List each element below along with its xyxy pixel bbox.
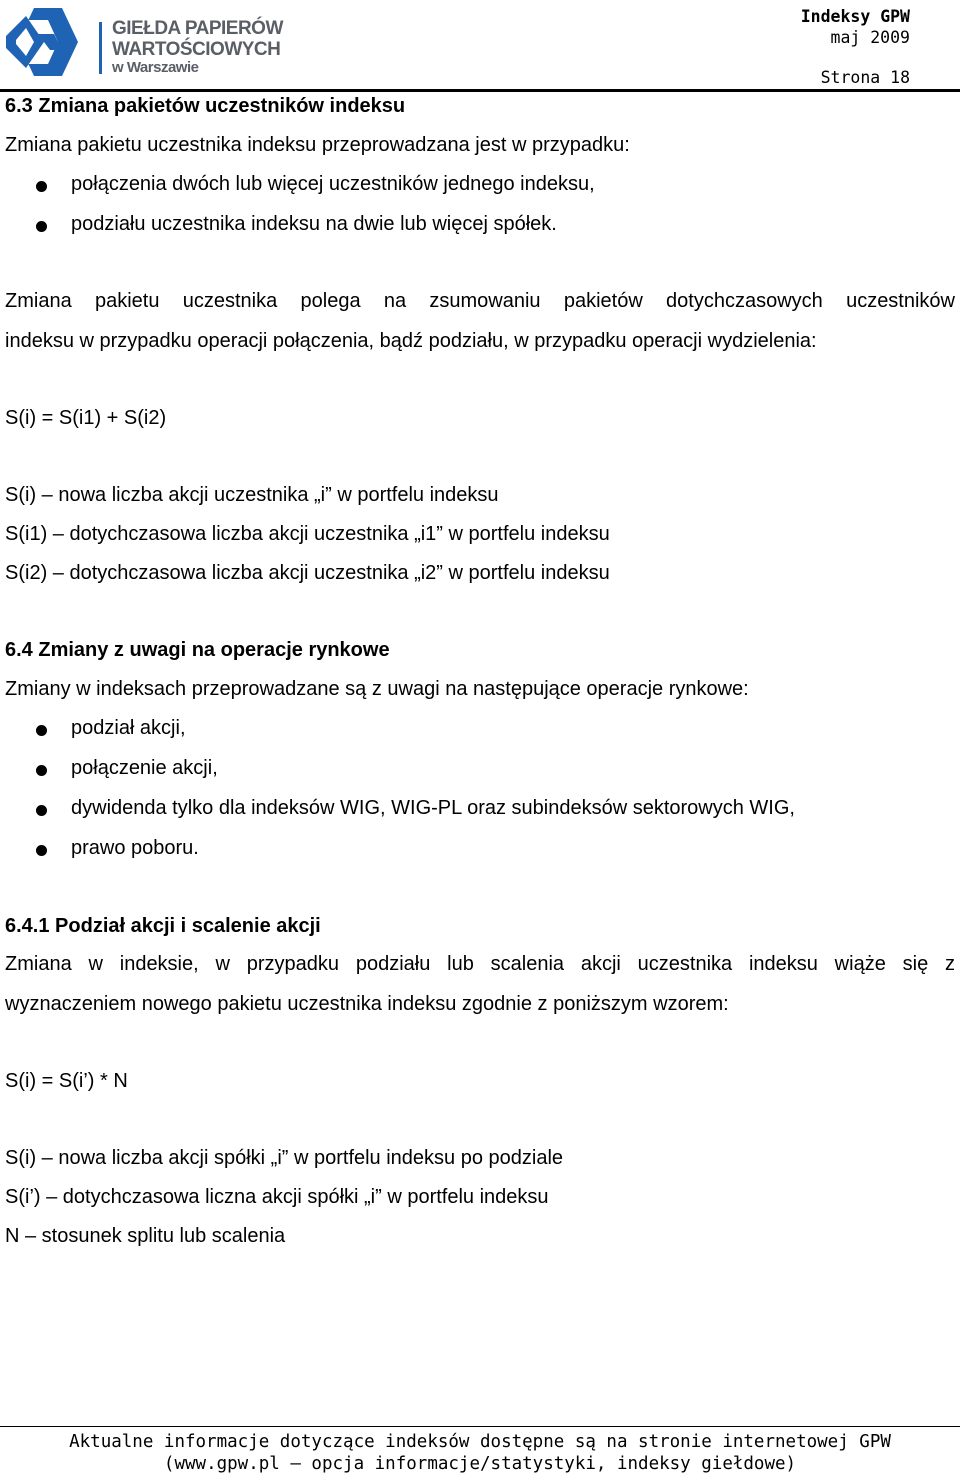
header-rule [0, 89, 960, 92]
bullet-dot [36, 805, 47, 816]
paragraph-line: Zmiana w indeksie, w przypadku podziału lub scalenia akcji uczestnika indeksu wiąże się z [5, 953, 955, 975]
logo-line-3: w Warszawie [112, 59, 199, 76]
logo-separator [99, 22, 102, 74]
bullet-dot [36, 221, 47, 232]
page-number: Strona 18 [820, 68, 910, 87]
bullet-dot [36, 765, 47, 776]
list-item: połączenie akcji, [71, 757, 218, 779]
logo-line-2: WARTOŚCIOWYCH [112, 39, 281, 60]
bullet-dot [36, 181, 47, 192]
formula: S(i) = S(i1) + S(i2) [5, 407, 167, 429]
definition: S(i1) – dotychczasowa liczba akcji uczestnika „i1” w portfelu indeksu [5, 523, 610, 545]
definition: S(i) – nowa liczba akcji spółki „i” w portfelu indeksu po podziale [5, 1147, 564, 1169]
logo-line-1: GIEŁDA PAPIERÓW [112, 18, 283, 39]
paragraph-line: wyznaczeniem nowego pakietu uczestnika indeksu zgodnie z poniższym wzorem: [5, 993, 729, 1015]
paragraph-line: indeksu w przypadku operacji połączenia, bądź podziału, w przypadku operacji wydzielenia: [5, 330, 817, 352]
formula: S(i) = S(i’) * N [5, 1070, 128, 1092]
bullet-dot [36, 845, 47, 856]
list-item: połączenia dwóch lub więcej uczestników jednego indeksu, [71, 173, 595, 195]
list-item: podział akcji, [71, 717, 186, 739]
definition: N – stosunek splitu lub scalenia [5, 1225, 286, 1247]
paragraph: Zmiana pakietu uczestnika indeksu przeprowadzana jest w przypadku: [5, 134, 630, 156]
definition: S(i’) – dotychczasowa liczna akcji spółki „i” w portfelu indeksu [5, 1186, 549, 1208]
gpw-logo-icon [4, 6, 80, 78]
footer-rule [0, 1426, 960, 1427]
list-item: podziału uczestnika indeksu na dwie lub więcej spółek. [71, 213, 557, 235]
footer-line-2: (www.gpw.pl – opcja informacje/statystyki, indeksy giełdowe) [163, 1454, 797, 1474]
definition: S(i2) – dotychczasowa liczba akcji uczestnika „i2” w portfelu indeksu [5, 562, 610, 584]
paragraph: Zmiany w indeksach przeprowadzane są z uwagi na następujące operacje rynkowe: [5, 678, 749, 700]
footer-line-1: Aktualne informacje dotyczące indeksów dostępne są na stronie internetowej GPW [69, 1432, 891, 1452]
list-item: prawo poboru. [71, 837, 199, 859]
document-date: maj 2009 [830, 28, 910, 47]
section-heading: 6.3 Zmiana pakietów uczestników indeksu [5, 95, 406, 117]
section-heading: 6.4 Zmiany z uwagi na operacje rynkowe [5, 639, 390, 661]
bullet-dot [36, 725, 47, 736]
paragraph-line: Zmiana pakietu uczestnika polega na zsumowaniu pakietów dotychczasowych uczestników [5, 290, 955, 312]
definition: S(i) – nowa liczba akcji uczestnika „i” w portfelu indeksu [5, 484, 499, 506]
subsection-heading: 6.4.1 Podział akcji i scalenie akcji [5, 915, 321, 937]
document-title: Indeksy GPW [800, 7, 910, 26]
list-item: dywidenda tylko dla indeksów WIG, WIG-PL oraz subindeksów sektorowych WIG, [71, 797, 795, 819]
